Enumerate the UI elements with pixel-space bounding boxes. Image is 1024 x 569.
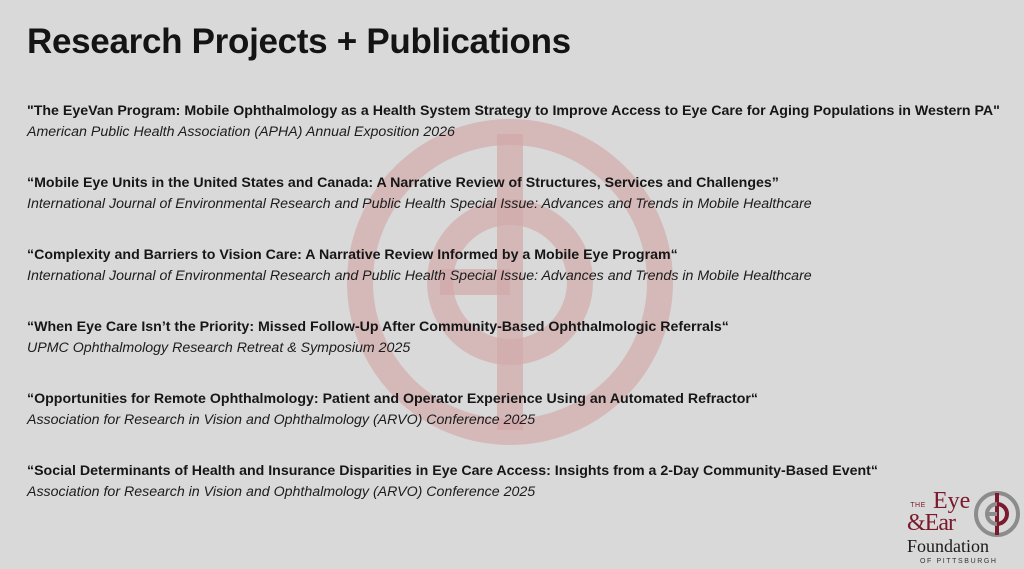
publication-item — [27, 317, 1017, 389]
logo-the-text: THE — [910, 502, 926, 509]
publication-venue: Association for Research in Vision and Ophthalmology (ARVO) Conference 2025 — [27, 484, 536, 500]
logo-ear-text: &Ear — [907, 510, 955, 536]
publication-item — [27, 101, 1017, 173]
publication-venue: UPMC Ophthalmology Research Retreat & Symposium 2025 — [27, 340, 411, 356]
publication-title: “Opportunities for Remote Ophthalmology: Patient and Operator Experience Using an Automated Refractor“ — [27, 391, 759, 407]
publication-title: “Social Determinants of Health and Insurance Disparities in Eye Care Access: Insights from a 2-Day Community-Based Event“ — [27, 463, 878, 479]
logo-foundation-text: Foundation — [907, 536, 990, 556]
logo-eye-text: Eye — [933, 488, 971, 514]
foundation-logo — [896, 490, 1022, 569]
publication-item — [27, 173, 1017, 245]
publication-list — [27, 101, 1017, 533]
publication-item — [27, 245, 1017, 317]
publication-venue: International Journal of Environmental Research and Public Health Special Issue: Advances and Trends in Mobile Healthcare — [27, 196, 812, 212]
publication-item — [27, 461, 1017, 533]
page-title: Research Projects + Publications — [27, 22, 571, 61]
publication-venue: Association for Research in Vision and Ophthalmology (ARVO) Conference 2025 — [27, 412, 536, 428]
publication-title: “Mobile Eye Units in the United States and Canada: A Narrative Review of Structures, Services and Challenges” — [27, 175, 779, 191]
publication-venue: American Public Health Association (APHA) Annual Exposition 2026 — [27, 124, 455, 140]
publication-title: “Complexity and Barriers to Vision Care: A Narrative Review Informed by a Mobile Eye Program“ — [27, 247, 678, 263]
logo-subtitle-text: OF PITTSBURGH — [920, 558, 998, 565]
publication-title: “When Eye Care Isn’t the Priority: Missed Follow-Up After Community-Based Ophthalmologic Referrals“ — [27, 319, 729, 335]
publication-item — [27, 389, 1017, 461]
publication-title: "The EyeVan Program: Mobile Ophthalmology as a Health System Strategy to Improve Access to Eye Care for Aging Populations in Western PA" — [27, 103, 1000, 119]
publication-venue: International Journal of Environmental Research and Public Health Special Issue: Advances and Trends in Mobile Healthcare — [27, 268, 812, 284]
